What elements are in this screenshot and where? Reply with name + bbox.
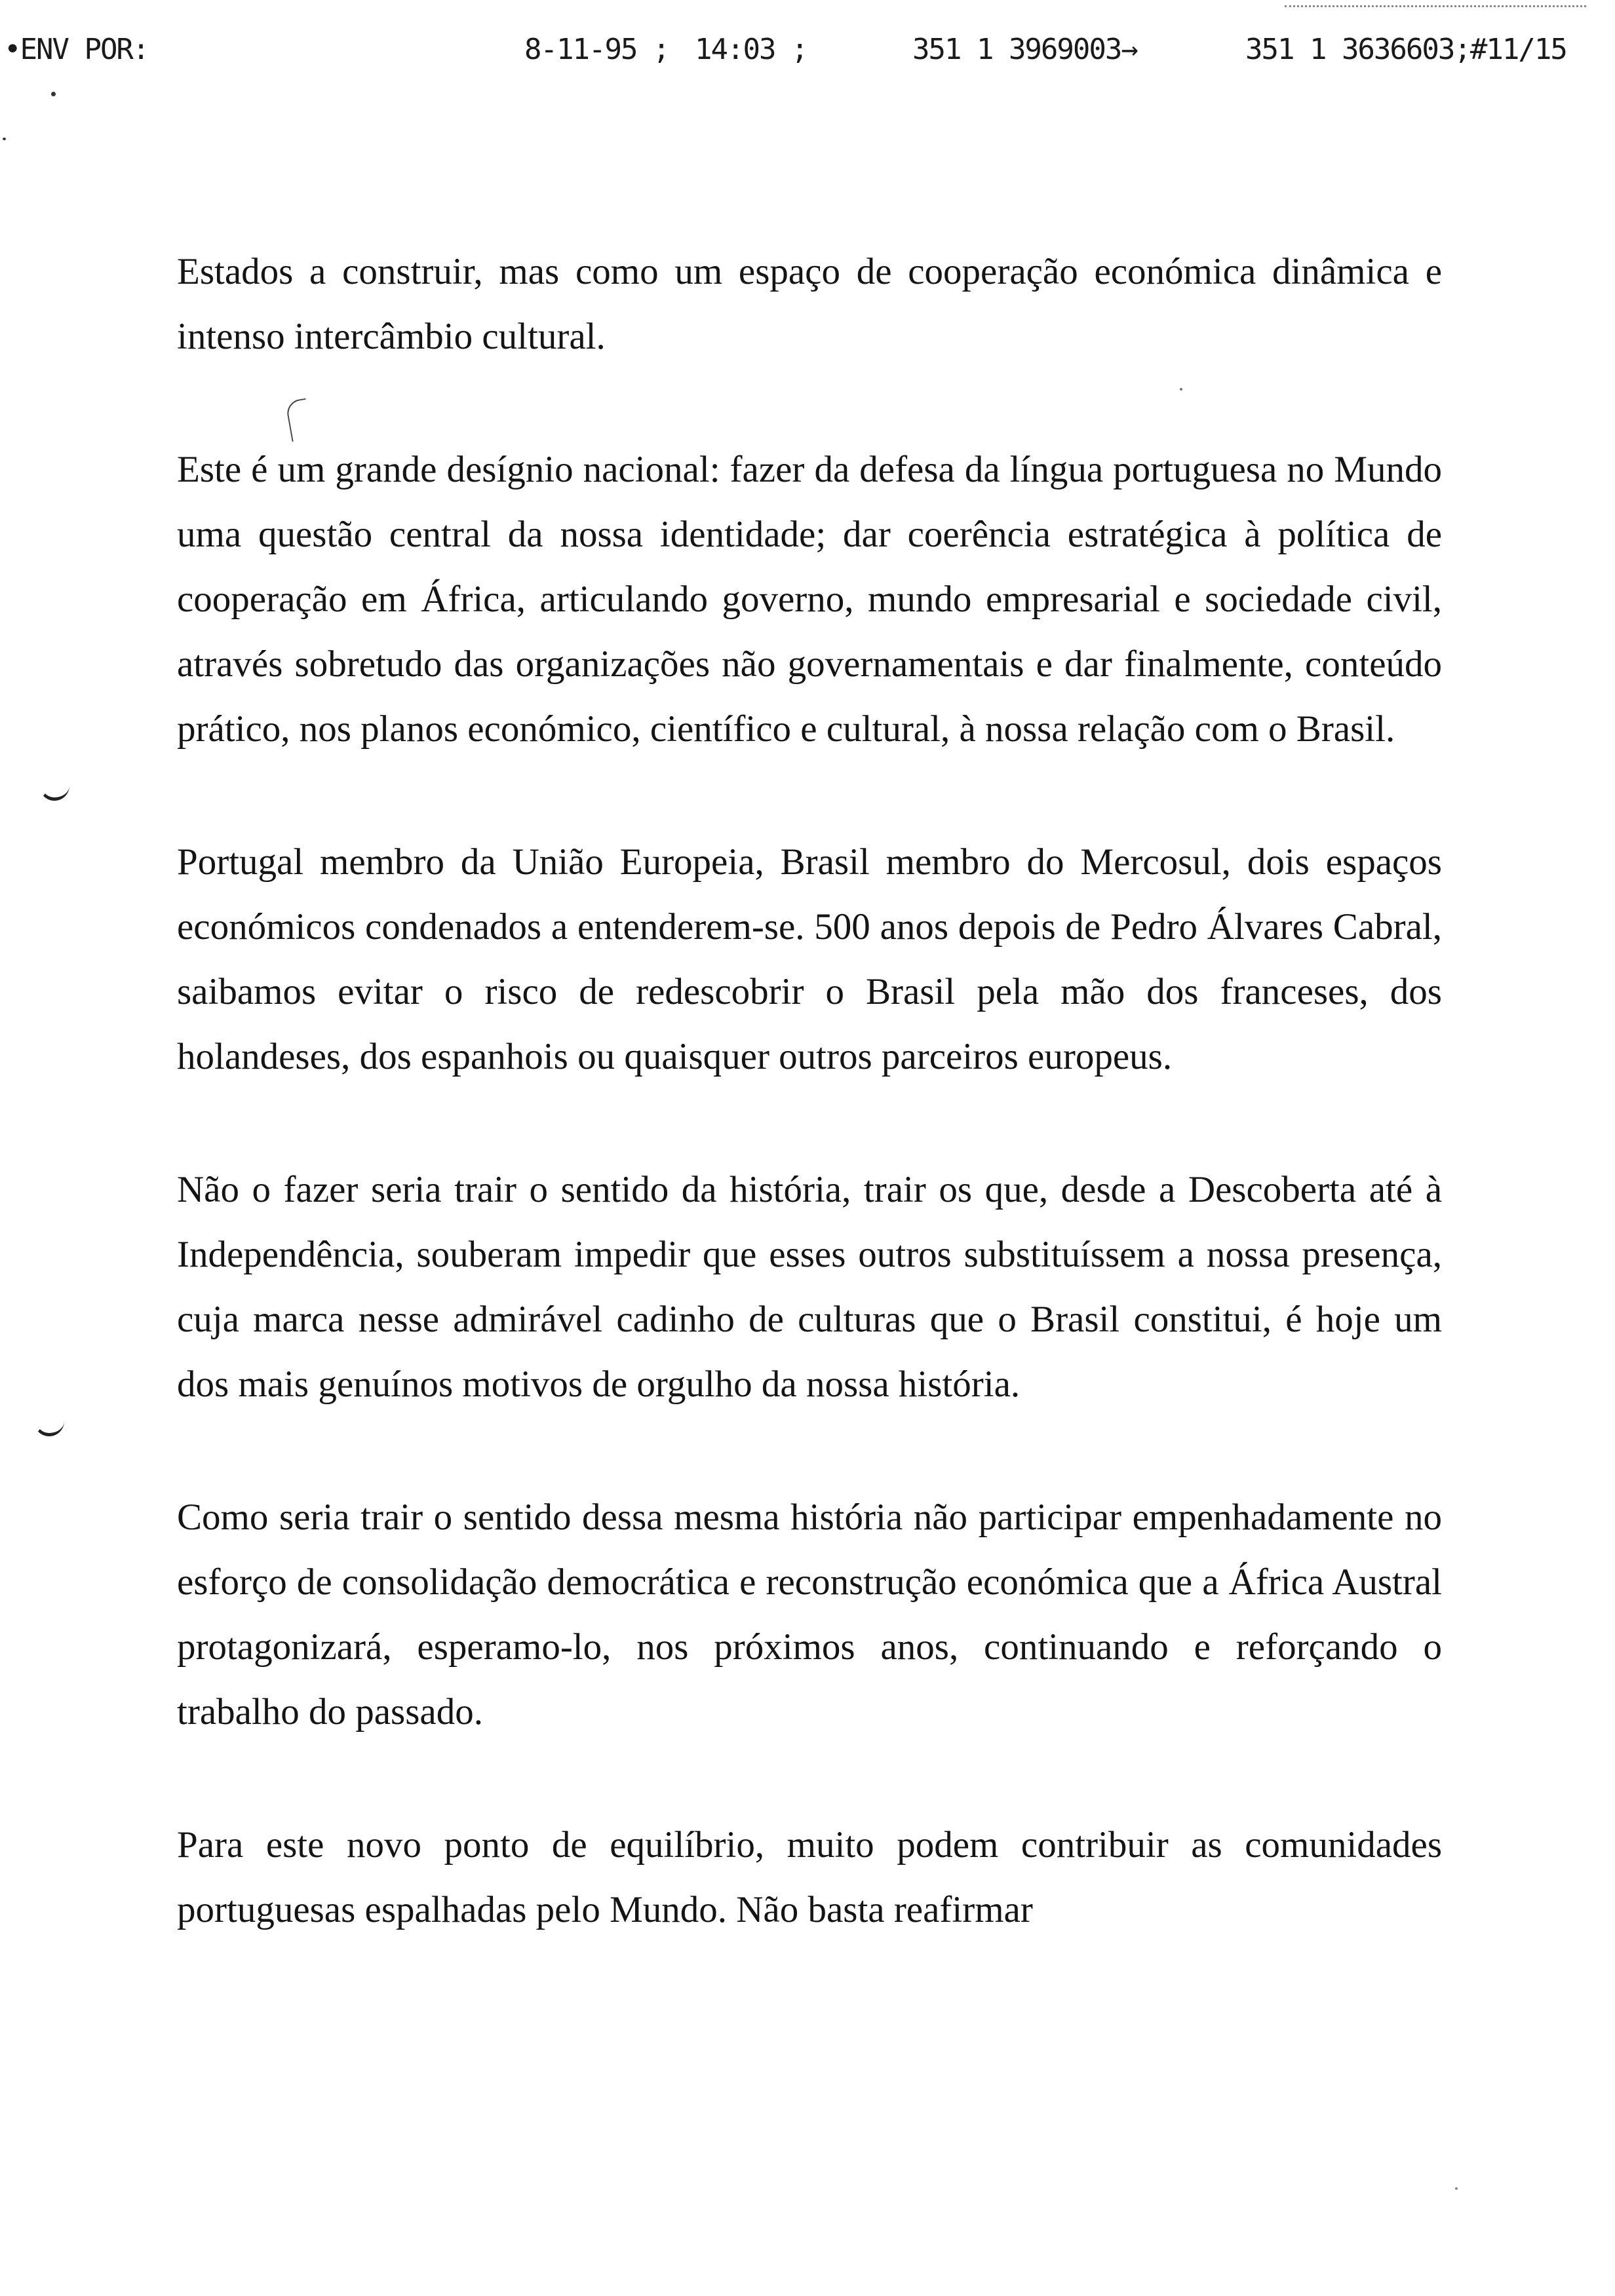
scan-speck <box>1455 2187 1458 2190</box>
scan-speck <box>51 92 56 96</box>
margin-check-mark <box>34 1419 64 1436</box>
fax-transmission-header <box>0 33 1615 79</box>
fax-from-number: 351 1 3969003→ <box>912 33 1137 66</box>
fax-date: 8-11-95 ; <box>524 33 669 66</box>
document-body <box>177 239 1442 1942</box>
paragraph: Como seria trair o sentido dessa mesma história não participar empenhadamente no esforço de consolidação democrática e reconstrução económica que a África Austral protagonizará, esperamo-lo, nos próximos anos, continuando e reforçando o trabalho do passado. <box>177 1497 1442 1732</box>
fax-to-number-page: 351 1 3636603;#11/15 <box>1245 33 1566 66</box>
fax-time: 14:03 ; <box>695 33 808 66</box>
paragraph: Não o fazer seria trair o sentido da história, trair os que, desde a Descoberta até à Independência, souberam impedir que esses outros substituíssem a nossa presença, cuja marca nesse admirável cadinho de culturas que o Brasil constitui, é hoje um dos mais genuínos motivos de orgulho da nossa história. <box>177 1169 1442 1405</box>
paragraph: Portugal membro da União Europeia, Brasil membro do Mercosul, dois espaços económicos condenados a entenderem-se. 500 anos depois de Pedro Álvares Cabral, saibamos evitar o risco de redescobrir o Brasil pela mão dos franceses, dos holandeses, dos espanhois ou quaisquer outros parceiros europeus. <box>177 841 1442 1077</box>
margin-check-mark <box>39 783 69 801</box>
paragraph: Este é um grande desígnio nacional: fazer da defesa da língua portuguesa no Mundo uma questão central da nossa identidade; dar coerência estratégica à política de cooperação em África, articulando governo, mundo empresarial e sociedade civil, através sobretudo das organizações não governamentais e dar finalmente, conteúdo prático, nos planos económico, científico e cultural, à nossa relação com o Brasil. <box>177 449 1442 750</box>
paragraph: Estados a construir, mas como um espaço de cooperação económica dinâmica e intenso intercâmbio cultural. <box>177 251 1442 357</box>
scan-speck <box>3 138 6 140</box>
fax-top-rule <box>1285 5 1586 7</box>
paragraph: Para este novo ponto de equilíbrio, muito podem contribuir as comunidades portuguesas espalhadas pelo Mundo. Não basta reafirmar <box>177 1824 1442 1930</box>
fax-sender-id: •ENV POR: <box>4 33 149 66</box>
